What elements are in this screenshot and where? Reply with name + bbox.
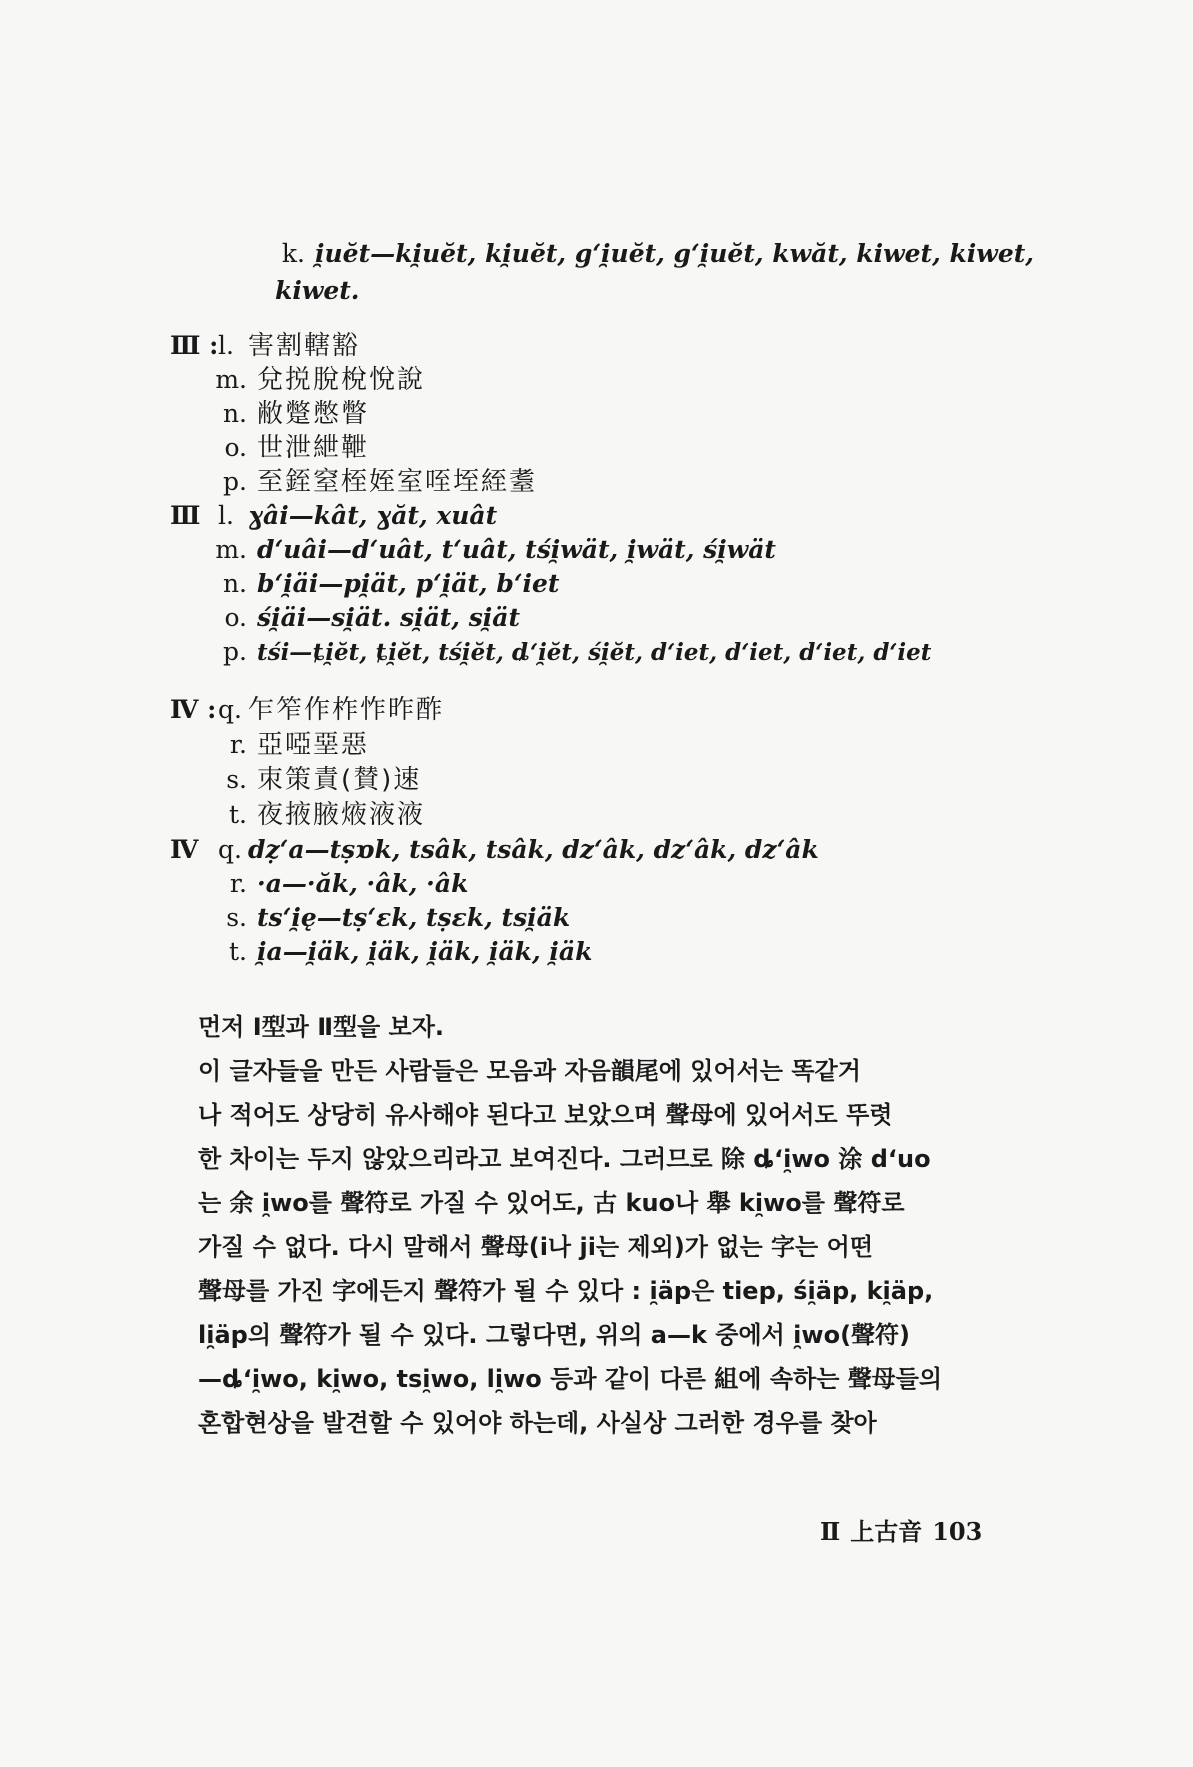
section-marker: Ⅳ [170, 835, 199, 864]
prose-line: —ȡʻi̯wo, ki̯wo, tsi̯wo, li̯wo 등과 같이 다른 組에 속하는 聲母들의 [198, 1365, 943, 1393]
entry-line [207, 799, 425, 831]
page-number: 103 [932, 1517, 983, 1546]
entry-label: n. [222, 569, 247, 598]
entry-line [207, 238, 1034, 270]
romanization-text: tsʻi̯ę—tṣʻɛk, tṣɛk, tsi̯äk [257, 903, 571, 932]
character-group: 兌捝脫梲悅說 [257, 365, 426, 395]
entry-line [207, 868, 468, 900]
prose-line: 가질 수 없다. 다시 말해서 聲母(i나 ji는 제외)가 없는 字는 어떤 [198, 1233, 873, 1261]
romanization-text: ·a—·ăk, ·âk, ·âk [257, 869, 469, 898]
character-group: 夜掖腋焲液液 [257, 800, 426, 830]
romanization-text: bʻi̯äi—pi̯ät, pʻi̯ät, bʻiet [257, 569, 560, 598]
section-marker: Ⅲ [170, 501, 201, 530]
entry-label: l. [218, 501, 234, 530]
entry-label: q. [218, 695, 242, 724]
entry-line [170, 500, 497, 532]
entry-label: r. [229, 869, 247, 898]
prose-line: 혼합현상을 발견할 수 있어야 하는데, 사실상 그러한 경우를 찾아 [198, 1409, 877, 1437]
prose-line: 나 적어도 상당히 유사해야 된다고 보았으며 聲母에 있어서도 뚜렷 [198, 1101, 893, 1129]
entry-line [207, 466, 537, 498]
romanization-text: i̯a—i̯äk, i̯äk, i̯äk, i̯äk, i̯äk [257, 937, 593, 966]
character-group: 世泄紲靾 [257, 433, 370, 463]
prose-line: li̯äp의 聲符가 될 수 있다. 그렇다면, 위의 a—k 중에서 i̯wo(聲符) [198, 1321, 911, 1349]
character-group: 至銍窒桎姪室咥垤絰耋 [257, 467, 538, 497]
entry-line [207, 729, 369, 761]
character-group: 害割轄豁 [248, 331, 361, 361]
entry-label: m. [215, 535, 247, 564]
entry-label: o. [224, 433, 247, 462]
entry-line [207, 636, 931, 669]
entry-label: p. [223, 637, 247, 666]
entry-line [207, 902, 570, 934]
entry-line [170, 330, 360, 362]
entry-line [207, 398, 369, 430]
romanization-text: tśi—ȶi̯ĕt, ȶi̯ĕt, tśi̯ĕt, ȡʻi̯ĕt, śi̯ĕt, dʻiet, dʻiet, dʻiet, dʻiet [257, 639, 932, 666]
entry-line [170, 694, 444, 726]
chapter-marker: Ⅱ [820, 1517, 841, 1546]
entry-line [207, 432, 369, 464]
entry-label: t. [229, 937, 247, 966]
entry-line [207, 568, 559, 600]
character-group: 敝蹩憋瞥 [257, 399, 370, 429]
prose-line: 한 차이는 두지 않았으리라고 보여진다. 그러므로 除 ȡʻi̯wo 涂 dʻuo [198, 1145, 931, 1173]
entry-label: s. [226, 765, 247, 794]
entry-label: l. [218, 331, 234, 360]
entry-label: t. [229, 800, 247, 829]
entry-line [207, 534, 776, 566]
entry-label: n. [222, 399, 247, 428]
entry-label: q. [218, 835, 242, 864]
entry-label: r. [229, 730, 247, 759]
character-group: 朿策責(賛)速 [257, 765, 422, 795]
entry-label: k. [281, 239, 305, 268]
character-group: 亞啞堊惡 [257, 730, 370, 760]
character-group: 乍笮作柞怍昨酢 [248, 695, 445, 725]
entry-line [207, 602, 520, 634]
section-marker: Ⅲ : [170, 331, 219, 360]
romanization-text: ɣâi—kât, ɣăt, xuât [248, 501, 498, 530]
entry-label: o. [224, 603, 247, 632]
prose-line: 먼저 Ⅰ型과 Ⅱ型을 보자. [198, 1013, 445, 1041]
romanization-text: dẓʻa—tṣɒk, tsâk, tsâk, dzʻâk, dzʻâk, dzʻâk [248, 835, 819, 864]
chapter-title: 上古音 [850, 1517, 923, 1546]
entry-line [207, 936, 592, 968]
prose-line: 이 글자들을 만든 사람들은 모음과 자음韻尾에 있어서는 똑같거 [198, 1057, 861, 1085]
entry-label: s. [226, 903, 247, 932]
romanization-text: śi̯äi—si̯ät. si̯ät, si̯ät [257, 603, 521, 632]
section-marker: Ⅳ : [170, 695, 217, 724]
romanization-text: dʻuâi—dʻuât, tʻuât, tśi̯wät, i̯wät, śi̯wät [257, 535, 776, 564]
entry-label: m. [215, 365, 247, 394]
entry-label: p. [223, 467, 247, 496]
page-footer [820, 1512, 982, 1547]
romanization-text: i̯uĕt—ki̯uĕt, ki̯uĕt, gʻi̯uĕt, gʻi̯uĕt, kwăt, kiwet, kiwet, [315, 239, 1034, 268]
continuation-line: kiwet. [275, 276, 360, 305]
prose-line: 聲母를 가진 字에든지 聲符가 될 수 있다 : i̯äp은 tiep, śi̯äp, ki̯äp, [198, 1277, 934, 1305]
entry-line [207, 364, 425, 396]
prose-line: 는 余 i̯wo를 聲符로 가질 수 있어도, 古 kuo나 舉 ki̯wo를 聲符로 [198, 1189, 905, 1217]
entry-line [170, 834, 819, 866]
entry-line [207, 764, 421, 796]
